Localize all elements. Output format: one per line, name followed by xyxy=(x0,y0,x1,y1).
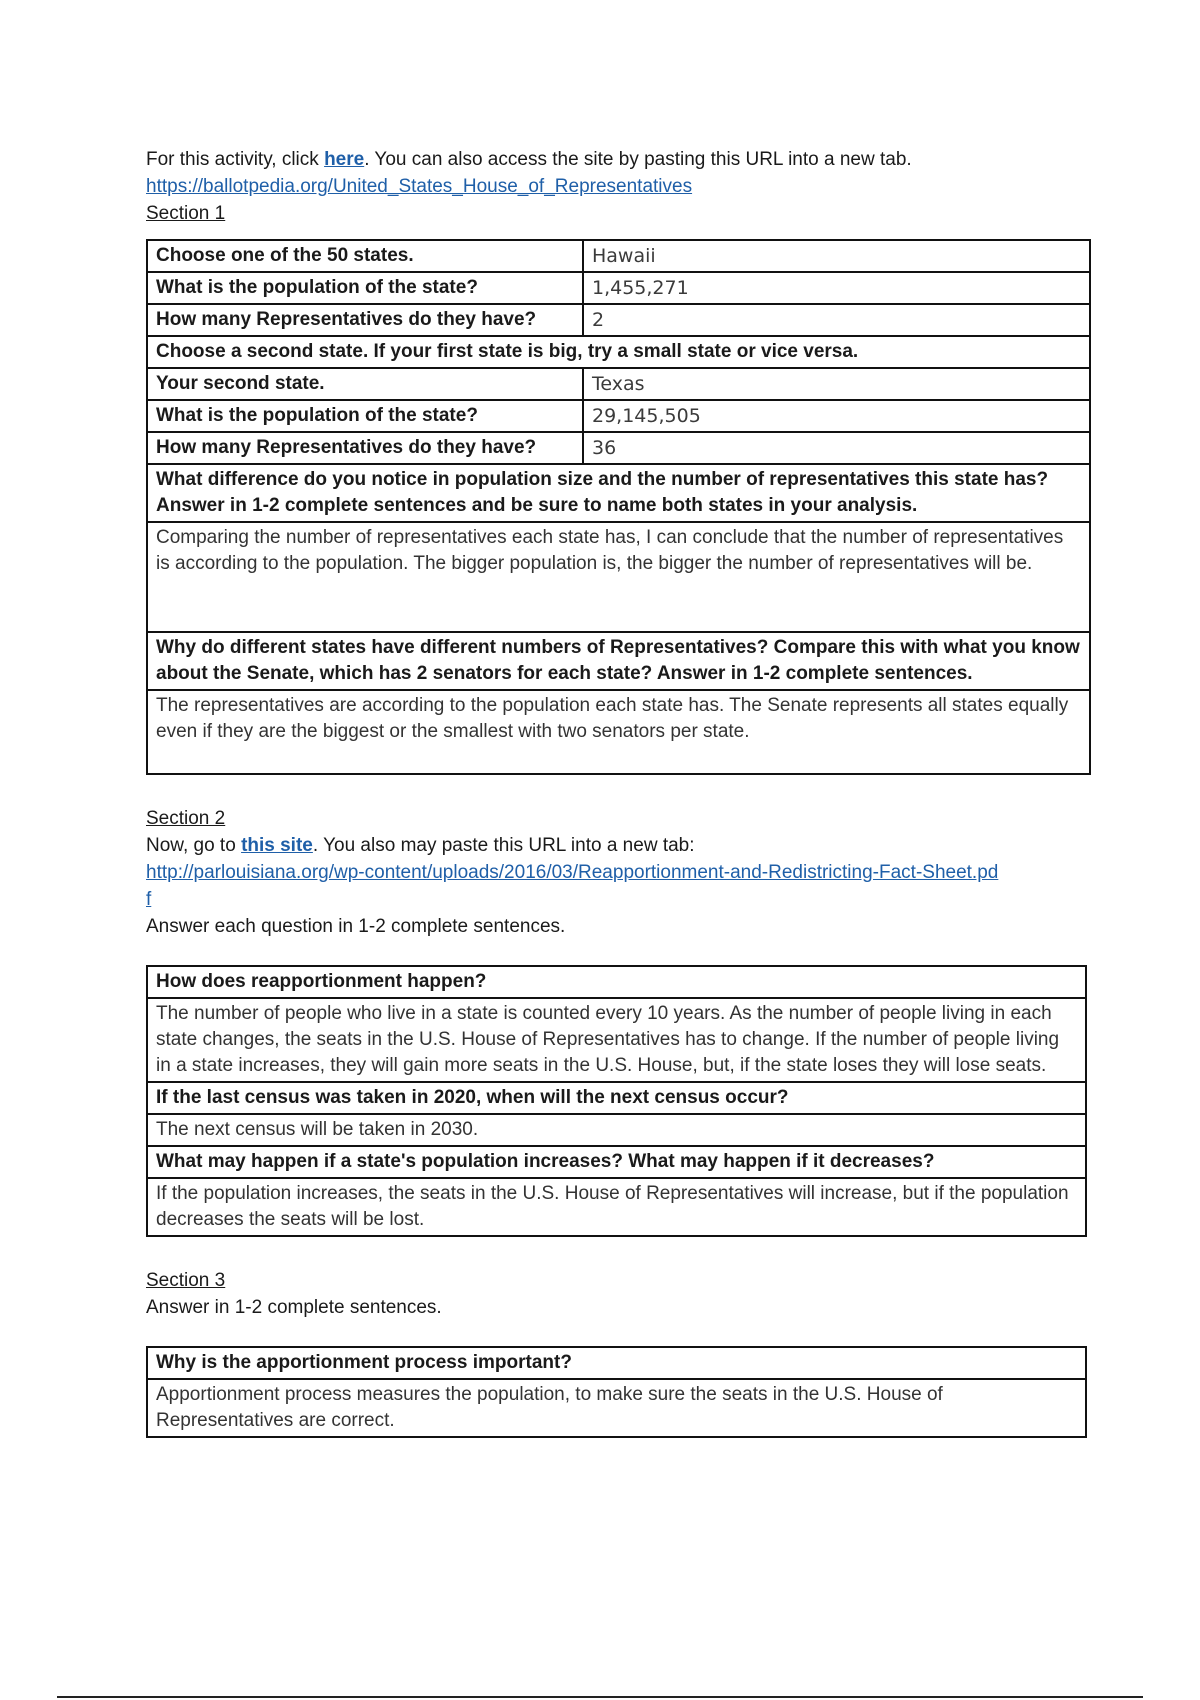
answer-cell[interactable]: If the population increases, the seats in the U.S. House of Representatives will increase, but if the population decreases the seats will be lost. xyxy=(147,1178,1086,1236)
table-row xyxy=(147,1082,1086,1114)
table-row xyxy=(147,690,1090,774)
question-cell: If the last census was taken in 2020, when will the next census occur? xyxy=(147,1082,1086,1114)
answer-cell[interactable]: 29,145,505 xyxy=(583,400,1090,432)
question-cell: Why do different states have different numbers of Representatives? Compare this with what you know about the Senate, which has 2 senators for each state? Answer in 1-2 complete sentences. xyxy=(147,632,1090,690)
question-cell: Choose one of the 50 states. xyxy=(147,240,583,272)
answer-cell[interactable]: Comparing the number of representatives each state has, I can conclude that the number of representatives is according to the population. The bigger population is, the bigger the number of representatives will be. xyxy=(147,522,1090,632)
page-bottom-rule xyxy=(57,1696,1143,1698)
table-row xyxy=(147,272,1090,304)
answer-cell[interactable]: Hawaii xyxy=(583,240,1090,272)
table-row xyxy=(147,304,1090,336)
question-cell: Choose a second state. If your first state is big, try a small state or vice versa. xyxy=(147,336,1090,368)
answer-cell[interactable]: 2 xyxy=(583,304,1090,336)
section-2-header xyxy=(146,805,1096,940)
table-row xyxy=(147,522,1090,632)
table-row xyxy=(147,1146,1086,1178)
ballotpedia-url-link[interactable]: https://ballotpedia.org/United_States_House_of_Representatives xyxy=(146,176,693,197)
question-cell: What difference do you notice in population size and the number of representatives this state has? Answer in 1-2 complete sentences and be sure to name both states in your analysis. xyxy=(147,464,1090,522)
table-row xyxy=(147,1379,1086,1437)
section-1-title: Section 1 xyxy=(146,203,226,224)
question-cell: How does reapportionment happen? xyxy=(147,966,1086,998)
table-row xyxy=(147,240,1090,272)
table-row xyxy=(147,1114,1086,1146)
answer-cell[interactable]: The next census will be taken in 2030. xyxy=(147,1114,1086,1146)
question-cell: How many Representatives do they have? xyxy=(147,432,583,464)
section-3-title: Section 3 xyxy=(146,1270,226,1291)
question-cell: Your second state. xyxy=(147,368,583,400)
section-2-intro: Now, go to this site. You also may paste this URL into a new tab: xyxy=(146,835,695,856)
here-link[interactable]: here xyxy=(324,149,365,170)
table-row xyxy=(147,632,1090,690)
answer-cell[interactable]: The number of people who live in a state is counted every 10 years. As the number of people living in each state changes, the seats in the U.S. House of Representatives has to change. If the number of people living in a state increases, they will gain more seats in the U.S. House, but, if the state loses they will lose seats. xyxy=(147,998,1086,1082)
section-2-instructions: Answer each question in 1-2 complete sentences. xyxy=(146,916,566,937)
answer-cell[interactable]: 1,455,271 xyxy=(583,272,1090,304)
table-row xyxy=(147,998,1086,1082)
question-cell: Why is the apportionment process important? xyxy=(147,1347,1086,1379)
table-row xyxy=(147,368,1090,400)
intro-line: For this activity, click here. You can also access the site by pasting this URL into a new tab. xyxy=(146,149,912,170)
document-content xyxy=(146,146,1096,1438)
table-row xyxy=(147,966,1086,998)
this-site-link[interactable]: this site xyxy=(241,835,313,856)
answer-cell[interactable]: 36 xyxy=(583,432,1090,464)
parlouisiana-url-link[interactable]: http://parlouisiana.org/wp-content/uploads/2016/03/Reapportionment-and-Redistricting-Fact-Sheet.pd f xyxy=(146,862,999,910)
table-row xyxy=(147,400,1090,432)
table-row xyxy=(147,432,1090,464)
section-1-table xyxy=(146,239,1091,775)
answer-cell[interactable]: Apportionment process measures the population, to make sure the seats in the U.S. House of Representatives are correct. xyxy=(147,1379,1086,1437)
table-row xyxy=(147,1178,1086,1236)
question-cell: What may happen if a state's population increases? What may happen if it decreases? xyxy=(147,1146,1086,1178)
section-3-header xyxy=(146,1267,1096,1321)
question-cell: How many Representatives do they have? xyxy=(147,304,583,336)
section-2-title: Section 2 xyxy=(146,808,226,829)
question-cell: What is the population of the state? xyxy=(147,400,583,432)
section-3-instructions: Answer in 1-2 complete sentences. xyxy=(146,1297,442,1318)
section-2-table xyxy=(146,965,1087,1237)
answer-cell[interactable]: The representatives are according to the population each state has. The Senate represents all states equally even if they are the biggest or the smallest with two senators per state. xyxy=(147,690,1090,774)
table-row xyxy=(147,1347,1086,1379)
answer-cell[interactable]: Texas xyxy=(583,368,1090,400)
table-row xyxy=(147,464,1090,522)
question-cell: What is the population of the state? xyxy=(147,272,583,304)
table-row xyxy=(147,336,1090,368)
intro-url-line xyxy=(146,173,1096,200)
section-3-table xyxy=(146,1346,1087,1438)
